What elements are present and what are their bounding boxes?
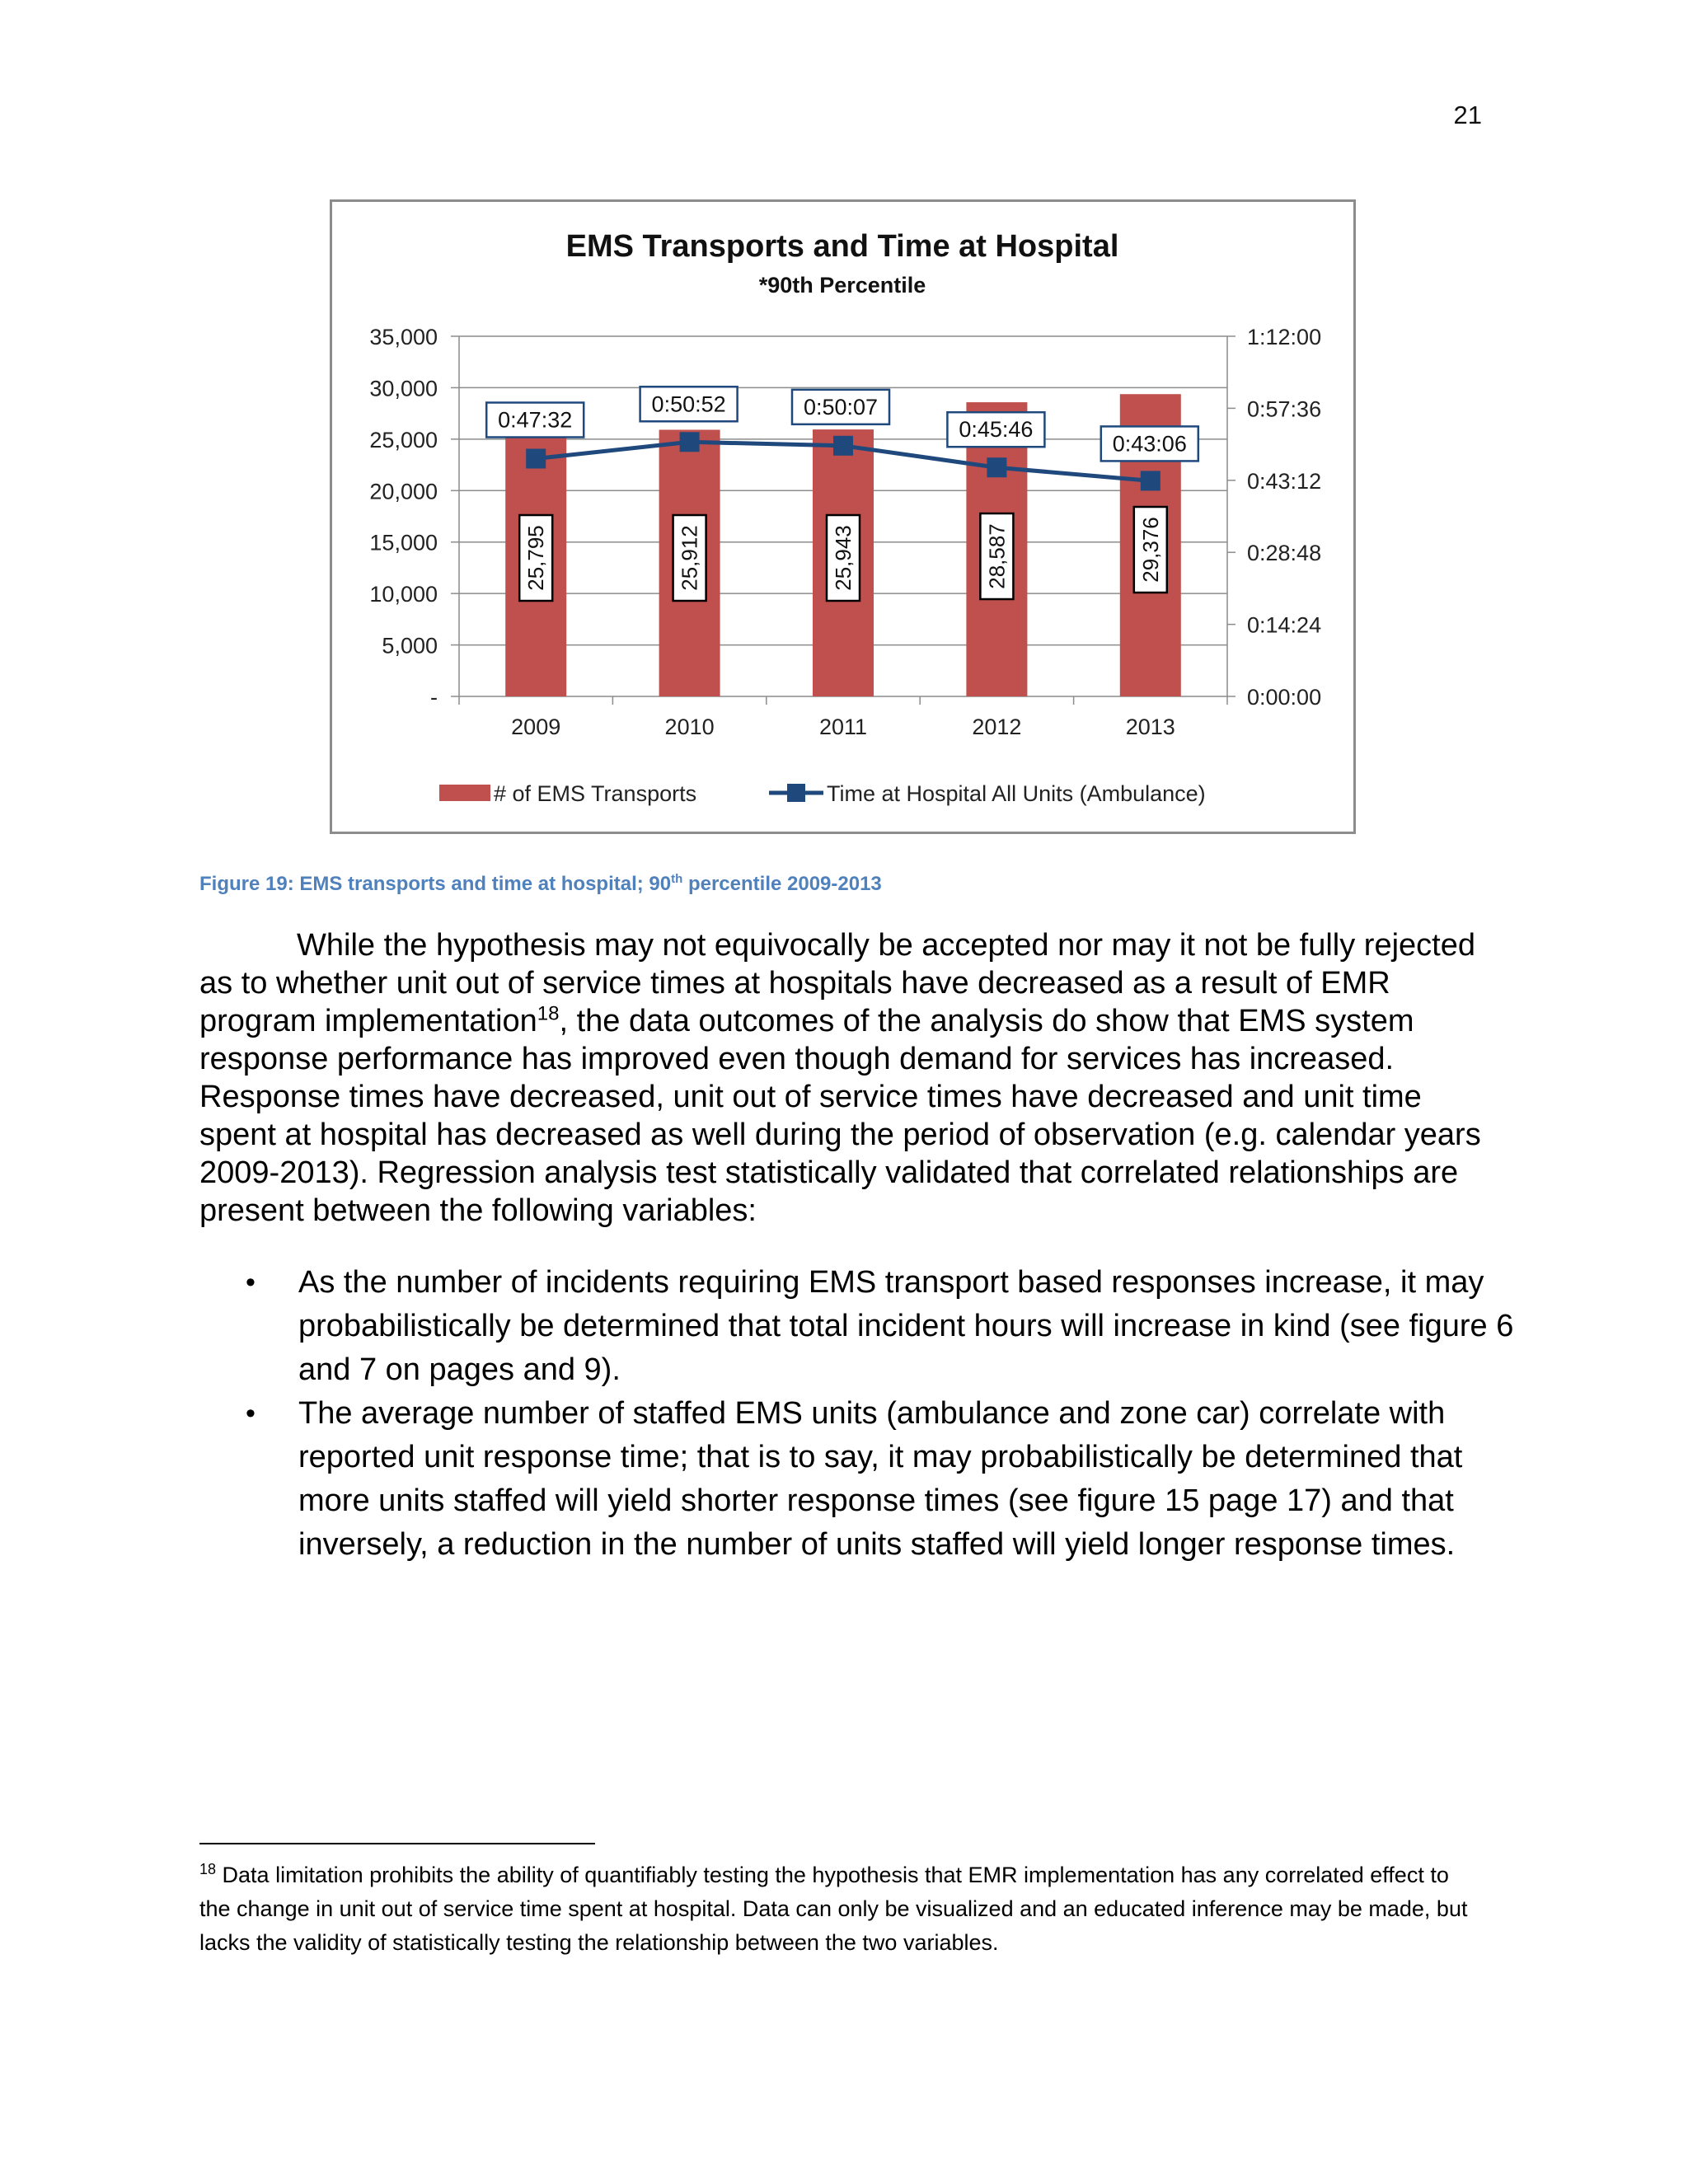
chart-frame <box>330 199 1356 834</box>
page-number: 21 <box>1453 101 1482 129</box>
ems-chart <box>332 202 1353 832</box>
left-axis-tick-label: 15,000 <box>369 530 438 555</box>
left-axis-tick-label: 30,000 <box>369 376 438 401</box>
bullet-item <box>199 1261 1518 1392</box>
line-marker-2009 <box>526 448 546 468</box>
paragraph-part-2: , the data outcomes of the analysis do show that EMS system response performance has improved even though demand for services has increased. Response times have decreased, unit out of service times have decreased and unit time spent at hospital has decreased as well during the period of observation (e.g. calendar years 2009-2013). Regression analysis test statistically validated that correlated relationships are present between the following variables: <box>199 1004 1481 1228</box>
bullet-icon: • <box>246 1398 256 1429</box>
legend-bar-swatch <box>439 785 490 801</box>
bar-data-label-group <box>1134 507 1167 593</box>
bullet-list <box>199 1261 1518 1567</box>
footnote <box>199 1853 1485 1960</box>
line-marker-2013 <box>1141 471 1160 490</box>
left-axis-tick-label: 35,000 <box>369 325 438 349</box>
x-axis-tick-label: 2012 <box>972 715 1022 739</box>
x-axis-tick-label: 2009 <box>511 715 561 739</box>
body-paragraph <box>199 926 1502 1230</box>
legend-bar-label: # of EMS Transports <box>494 781 697 806</box>
line-marker-2010 <box>680 432 700 452</box>
footnote-reference: 18 <box>537 1002 560 1025</box>
left-axis-tick-label: 20,000 <box>369 479 438 504</box>
line-marker-2012 <box>987 457 1006 477</box>
paragraph-part-1: While the hypothesis may not equivocally be accepted nor may it not be fully rejected as to whether unit out of service times at hospitals have decreased as a result of EMR program implementation <box>199 928 1475 1038</box>
line-data-label: 0:50:52 <box>651 391 726 417</box>
right-axis-tick-label: 0:43:12 <box>1247 468 1322 494</box>
line-data-label: 0:50:07 <box>803 394 879 419</box>
line-data-label: 0:45:46 <box>959 417 1034 443</box>
bar-data-label-group <box>673 515 706 601</box>
x-axis-tick-label: 2011 <box>818 715 868 739</box>
left-axis-tick-label: 5,000 <box>382 633 438 658</box>
bullet-item <box>199 1392 1518 1567</box>
bar-data-label: 25,795 <box>523 525 549 591</box>
right-axis-tick-label: 0:28:48 <box>1247 541 1322 566</box>
line-marker-2011 <box>833 436 853 456</box>
bar-data-label: 29,376 <box>1137 517 1163 583</box>
caption-prefix: Figure 19: EMS transports and time at hospital; 90 <box>199 873 672 895</box>
right-axis-tick-label: 0:00:00 <box>1247 685 1322 710</box>
chart-subtitle: *90th Percentile <box>758 273 926 298</box>
bar-data-label: 25,912 <box>677 525 702 591</box>
left-axis-tick-label: 10,000 <box>369 582 438 607</box>
bullet-text: The average number of staffed EMS units (ambulance and zone car) correlate with reported unit response time; that is to say, it may probabilistically be determined that more units staffed will yield shorter response times (see figure 15 page 17) and that inversely, a reduction in the number of units staffed will yield longer response times. <box>298 1396 1463 1562</box>
x-axis-tick-label: 2013 <box>1125 715 1175 739</box>
caption-suffix: percentile 2009-2013 <box>682 873 882 895</box>
legend-line-label: Time at Hospital All Units (Ambulance) <box>827 781 1206 806</box>
bar-data-label: 25,943 <box>831 525 856 591</box>
bar-data-label-group <box>519 515 552 601</box>
chart-title: EMS Transports and Time at Hospital <box>565 229 1119 264</box>
bar-data-label-group <box>827 515 860 601</box>
line-data-label: 0:47:32 <box>498 407 573 433</box>
bullet-text: As the number of incidents requiring EMS transport based responses increase, it may probabilistically be determined that total incident hours will increase in kind (see figure 6 and 7 on pages and 9). <box>298 1265 1514 1387</box>
bar-data-label-group <box>980 513 1013 599</box>
legend-line-marker <box>787 784 805 802</box>
caption-superscript: th <box>671 872 683 886</box>
left-axis-tick-label: - <box>430 685 438 710</box>
bullet-icon: • <box>246 1267 256 1298</box>
footnote-text: Data limitation prohibits the ability of quantifiably testing the hypothesis that EMR implementation has any correlated effect to the change in unit out of service time spent at hospital. Data can only be visualized and an educated inference may be made, but lacks the validity of statistically testing the relationship between the two variables. <box>199 1863 1468 1955</box>
right-axis-tick-label: 0:57:36 <box>1247 396 1322 422</box>
line-data-label: 0:43:06 <box>1112 431 1187 457</box>
footnote-number: 18 <box>199 1861 217 1877</box>
left-axis-tick-label: 25,000 <box>369 427 438 452</box>
x-axis-tick-label: 2010 <box>664 715 715 739</box>
footnote-separator <box>199 1843 595 1844</box>
right-axis-tick-label: 1:12:00 <box>1247 325 1322 349</box>
right-axis-tick-label: 0:14:24 <box>1247 612 1322 638</box>
figure-caption <box>199 872 882 896</box>
bar-data-label: 28,587 <box>984 523 1010 589</box>
